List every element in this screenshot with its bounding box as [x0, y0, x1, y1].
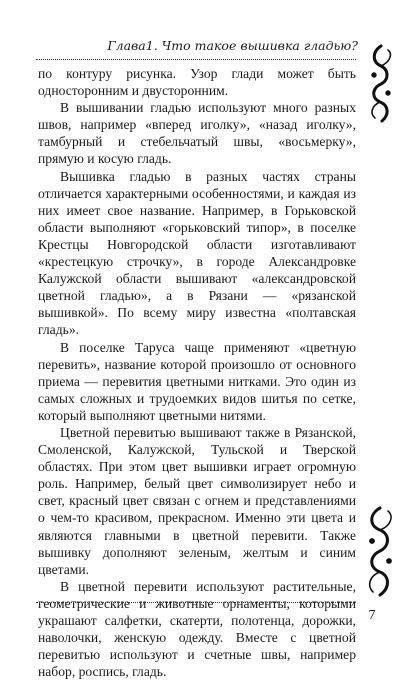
bottom-ornament-icon — [360, 506, 400, 598]
page-number: 7 — [368, 608, 376, 623]
paragraph: Вышивка гладью в разных частях страны отличается характерными особенностями, и каждая из них имеет свое название. Например, в Горьковской области выполняют «горьковский типор», в поселке Крестцы Новгородской области изготавливают «крестецкую строчку», в городе Александровке Калужской области вышивают «александровской цветной гладью», а в Рязани — «рязанской вышивкой». По всему миру известна «полтавская гладь». — [38, 168, 356, 338]
top-ornament-icon — [362, 44, 400, 124]
running-header: Глава1. Что такое вышивка гладью? — [107, 38, 358, 53]
paragraph: В цветной перевити используют растительные, геометрические и животные орнаменты, которыми украшают салфетки, скатерти, полотенца, дорожки, наволочки, женскую одежду. Вместе с цветной перевитью используют и счетные швы, например набор, роспись, гладь. — [38, 578, 356, 680]
header-dotted-rule — [36, 59, 356, 60]
paragraph: по контуру рисунка. Узор глади может быть односторонним и двусторонним. — [38, 66, 356, 99]
body-text — [38, 65, 356, 680]
paragraph: Цветной перевитью вышивают также в Рязанской, Смоленской, Калужской, Тульской и Тверской областях. При этом цвет вышивки играет огромную роль. Например, белый цвет символизирует небо и свет, красный цвет связан с огнем и представлениями о чем-то красивом, прекрасном. Именно эти цвета и являются главными в цветной перевити. Также вышивку дополняют зеленым, желтым и синим цветами. — [38, 424, 356, 577]
footer-dotted-rule — [36, 602, 356, 603]
paragraph: В вышивании гладью используют много разных швов, например «вперед иголку», «назад иголку», тамбурный и стебельчатый швы, «восьмерку», прямую и косую гладь. — [38, 100, 356, 167]
paragraph: В поселке Таруса чаще применяют «цветную перевить», название которой произошло от основного приема — перевития цветными нитками. Это один из самых сложных и трудоемких видов шитья по сетке, который выполняют цветными нитями. — [38, 339, 356, 423]
